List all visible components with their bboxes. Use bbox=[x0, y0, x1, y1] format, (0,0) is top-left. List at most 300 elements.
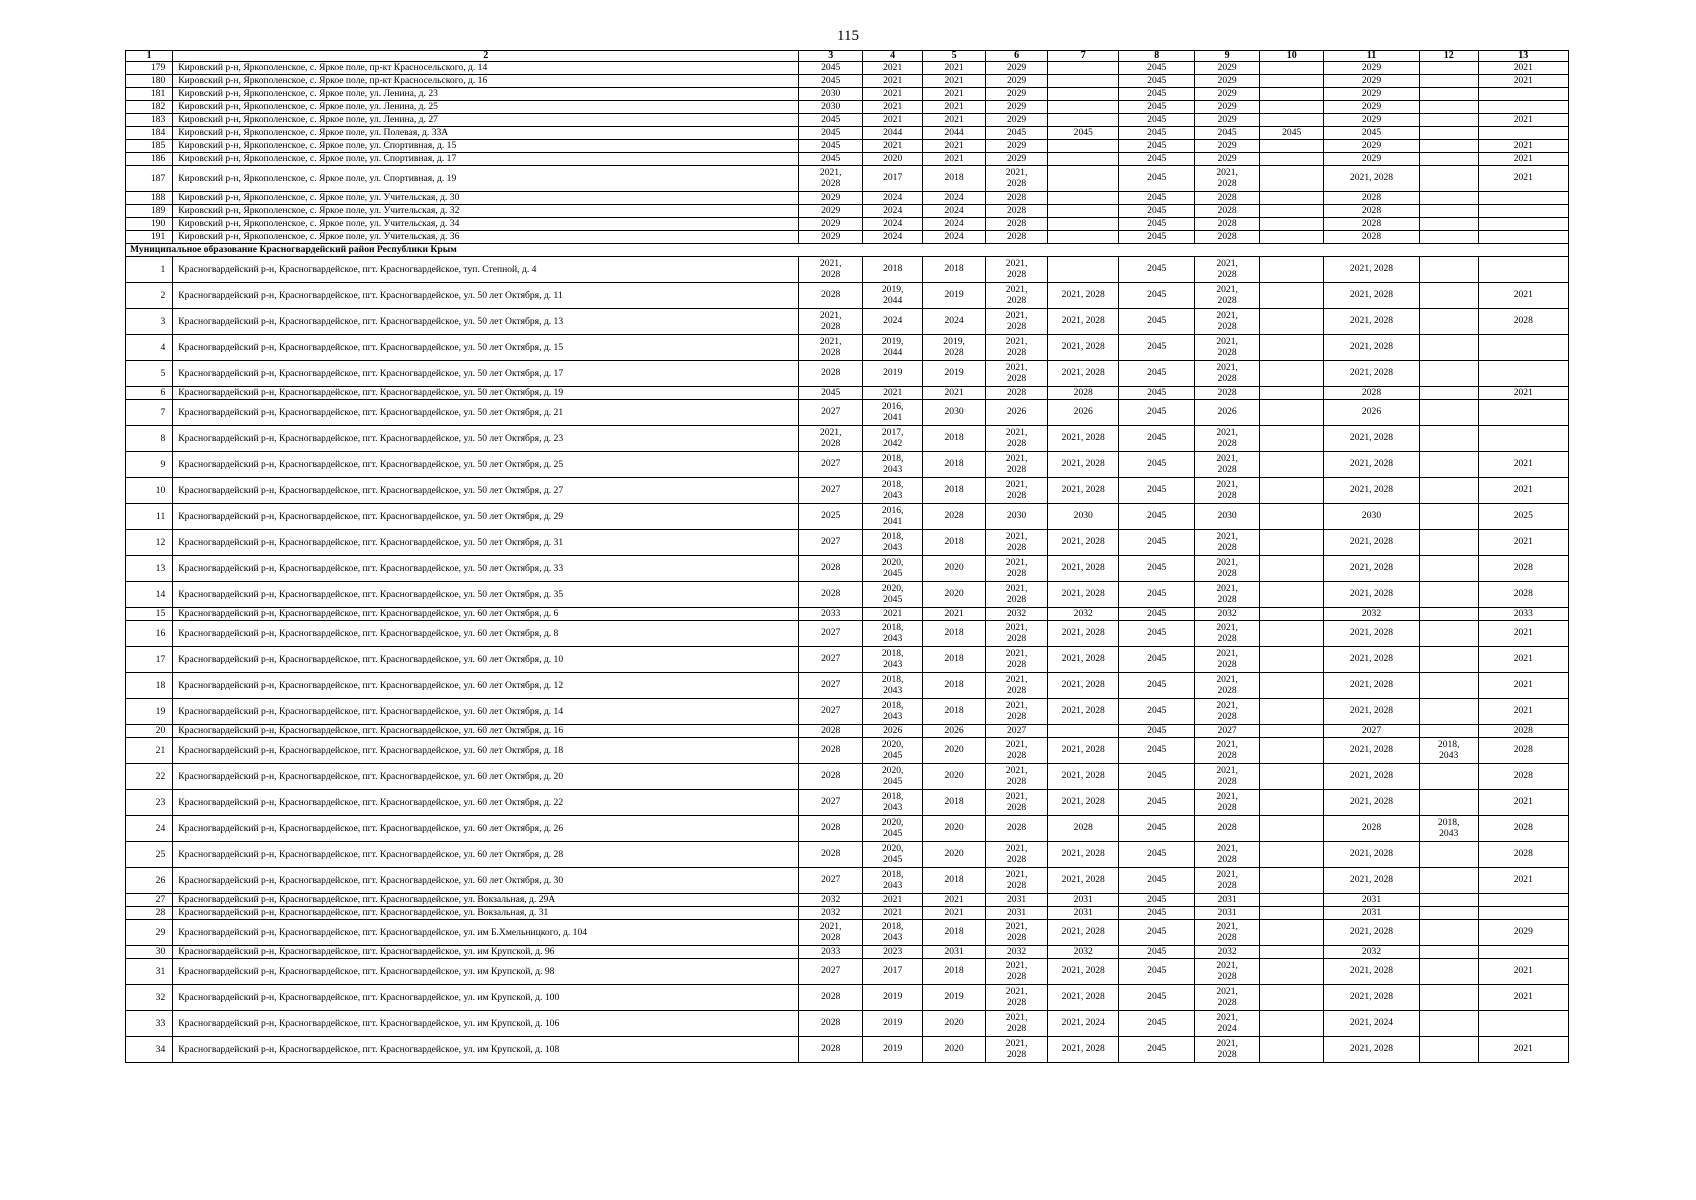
year-cell bbox=[1119, 556, 1195, 582]
year-value: 2018 bbox=[944, 926, 964, 938]
year-cell bbox=[1260, 153, 1324, 166]
year-cell bbox=[1419, 361, 1478, 387]
year-value: 2030 bbox=[1361, 510, 1382, 522]
year-value: 2018 bbox=[944, 263, 964, 275]
year-value: 2045 bbox=[1147, 139, 1167, 151]
year-cell bbox=[1478, 400, 1568, 426]
year-value: 2021, 2028 bbox=[1349, 367, 1394, 379]
year-cell bbox=[1119, 218, 1195, 231]
year-value: 2025 bbox=[821, 510, 841, 522]
year-cell bbox=[1419, 335, 1478, 361]
table-row bbox=[126, 725, 1569, 738]
year-value: 2021 bbox=[1513, 679, 1533, 691]
year-value: 2021 bbox=[1513, 139, 1533, 151]
year-cell bbox=[1048, 257, 1119, 283]
section-block bbox=[126, 244, 1569, 257]
year-value: 2021 bbox=[883, 87, 903, 99]
year-value: 2045 bbox=[821, 113, 841, 125]
year-cell bbox=[1195, 361, 1260, 387]
year-cell bbox=[1260, 920, 1324, 946]
year-cell bbox=[863, 946, 923, 959]
year-cell bbox=[1260, 387, 1324, 400]
year-cell bbox=[1324, 738, 1420, 764]
year-value: 2017 bbox=[883, 172, 903, 184]
year-cell bbox=[1478, 1011, 1568, 1037]
row-number: 186 bbox=[126, 153, 173, 166]
year-value: 2021, 2028 bbox=[1005, 258, 1028, 280]
year-cell bbox=[1119, 400, 1195, 426]
year-cell bbox=[1195, 283, 1260, 309]
year-cell bbox=[986, 959, 1048, 985]
year-cell bbox=[1419, 75, 1478, 88]
table-row bbox=[126, 530, 1569, 556]
year-value: 2021, 2028 bbox=[1061, 770, 1105, 782]
year-cell bbox=[1048, 140, 1119, 153]
year-cell bbox=[863, 231, 923, 244]
year-value: 2021 bbox=[1513, 74, 1533, 86]
year-cell bbox=[1195, 790, 1260, 816]
year-cell bbox=[1119, 257, 1195, 283]
year-cell bbox=[986, 946, 1048, 959]
year-value: 2021, 2028 bbox=[1005, 869, 1028, 891]
year-cell bbox=[1195, 153, 1260, 166]
year-cell bbox=[1048, 894, 1119, 907]
year-cell bbox=[1119, 946, 1195, 959]
year-value: 2021, 2028 bbox=[1061, 484, 1105, 496]
year-cell bbox=[1478, 166, 1568, 192]
year-value: 2021, 2028 bbox=[1061, 796, 1105, 808]
year-value: 2021, 2028 bbox=[1061, 926, 1105, 938]
year-cell bbox=[1419, 127, 1478, 140]
address-cell: Красногвардейский р-н, Красногвардейское, пгт. Красногвардейское, ул. Вокзальная, д. 29А bbox=[173, 894, 799, 907]
year-value: 2045 bbox=[1147, 893, 1167, 905]
year-value: 2044 bbox=[944, 126, 964, 138]
year-value: 2044 bbox=[883, 126, 903, 138]
address-cell: Кировский р-н, Яркополенское, с. Яркое поле, ул. Ленина, д. 25 bbox=[173, 101, 799, 114]
year-cell bbox=[1119, 959, 1195, 985]
year-cell bbox=[863, 556, 923, 582]
year-value: 2021, 2028 bbox=[1216, 453, 1238, 475]
row-number: 22 bbox=[126, 764, 173, 790]
year-cell bbox=[1419, 790, 1478, 816]
year-value: 2018, 2043 bbox=[881, 791, 904, 813]
year-cell bbox=[1195, 335, 1260, 361]
address-cell: Кировский р-н, Яркополенское, с. Яркое поле, ул. Полевая, д. 33А bbox=[173, 127, 799, 140]
year-cell bbox=[986, 530, 1048, 556]
table-row bbox=[126, 400, 1569, 426]
year-cell bbox=[1048, 985, 1119, 1011]
year-value: 2028 bbox=[821, 289, 841, 301]
address-cell: Красногвардейский р-н, Красногвардейское, пгт. Красногвардейское, ул. 50 лет Октября, д. 23 bbox=[173, 426, 799, 452]
year-cell bbox=[1419, 478, 1478, 504]
year-cell bbox=[799, 946, 863, 959]
year-value: 2028 bbox=[1006, 217, 1027, 229]
year-value: 2021, 2028 bbox=[1005, 167, 1028, 189]
year-value: 2021, 2028 bbox=[1216, 765, 1238, 787]
year-value: 2021, 2028 bbox=[1216, 557, 1238, 579]
year-cell bbox=[863, 426, 923, 452]
table-row bbox=[126, 959, 1569, 985]
table-row bbox=[126, 140, 1569, 153]
year-cell bbox=[799, 400, 863, 426]
year-value: 2045 bbox=[821, 61, 841, 73]
year-cell bbox=[1195, 920, 1260, 946]
year-value: 2018 bbox=[944, 653, 964, 665]
year-value: 2021, 2028 bbox=[1061, 1043, 1105, 1055]
table-row bbox=[126, 309, 1569, 335]
column-header: 10 bbox=[1260, 51, 1324, 62]
year-value: 2018 bbox=[944, 705, 964, 717]
year-cell bbox=[1195, 725, 1260, 738]
year-cell bbox=[1260, 166, 1324, 192]
year-cell bbox=[1324, 478, 1420, 504]
year-cell bbox=[799, 309, 863, 335]
year-value: 2018, 2043 bbox=[881, 869, 904, 891]
year-cell bbox=[1419, 985, 1478, 1011]
year-value: 2028 bbox=[1006, 386, 1027, 398]
year-cell bbox=[1119, 920, 1195, 946]
year-cell bbox=[923, 608, 986, 621]
table-row bbox=[126, 426, 1569, 452]
year-value: 2027 bbox=[821, 679, 841, 691]
year-cell bbox=[799, 75, 863, 88]
year-cell bbox=[1324, 725, 1420, 738]
year-cell bbox=[1119, 647, 1195, 673]
year-cell bbox=[1195, 127, 1260, 140]
year-value: 2032 bbox=[1217, 607, 1237, 619]
year-cell bbox=[1119, 283, 1195, 309]
year-value: 2021 bbox=[944, 893, 964, 905]
year-cell bbox=[1419, 387, 1478, 400]
year-value: 2021, 2028 bbox=[1005, 453, 1028, 475]
row-number: 179 bbox=[126, 62, 173, 75]
year-cell bbox=[1048, 231, 1119, 244]
year-value: 2029 bbox=[1217, 152, 1237, 164]
year-value: 2021, 2024 bbox=[1349, 1017, 1394, 1029]
year-cell bbox=[1048, 1011, 1119, 1037]
year-value: 2021, 2028 bbox=[1349, 926, 1394, 938]
year-cell bbox=[1119, 309, 1195, 335]
table-row bbox=[126, 842, 1569, 868]
year-cell bbox=[1119, 1037, 1195, 1063]
year-value: 2028 bbox=[821, 822, 841, 834]
year-value: 2021 bbox=[944, 139, 964, 151]
year-cell bbox=[1419, 530, 1478, 556]
year-cell bbox=[1478, 309, 1568, 335]
year-cell bbox=[986, 426, 1048, 452]
table-row bbox=[126, 816, 1569, 842]
year-value: 2021, 2028 bbox=[1005, 310, 1028, 332]
year-value: 2045 bbox=[1147, 796, 1167, 808]
year-value: 2028 bbox=[821, 588, 841, 600]
year-value: 2020 bbox=[944, 770, 964, 782]
year-value: 2018 bbox=[944, 627, 964, 639]
table-row bbox=[126, 582, 1569, 608]
year-cell bbox=[863, 582, 923, 608]
year-cell bbox=[1119, 1011, 1195, 1037]
year-cell bbox=[923, 283, 986, 309]
year-value: 2021, 2028 bbox=[1349, 848, 1394, 860]
table-row bbox=[126, 387, 1569, 400]
year-cell bbox=[1260, 218, 1324, 231]
year-value: 2029 bbox=[1217, 100, 1237, 112]
year-value: 2021, 2028 bbox=[1216, 739, 1238, 761]
year-cell bbox=[1260, 764, 1324, 790]
year-value: 2021 bbox=[1513, 536, 1533, 548]
year-cell bbox=[1419, 842, 1478, 868]
year-cell bbox=[1478, 62, 1568, 75]
year-value: 2027 bbox=[821, 484, 841, 496]
year-value: 2029 bbox=[821, 217, 841, 229]
table-row bbox=[126, 231, 1569, 244]
year-cell bbox=[799, 1011, 863, 1037]
year-cell bbox=[1260, 621, 1324, 647]
table-row bbox=[126, 361, 1569, 387]
year-value: 2045 bbox=[1147, 945, 1167, 957]
year-cell bbox=[1048, 283, 1119, 309]
year-cell bbox=[799, 452, 863, 478]
column-header: 7 bbox=[1048, 51, 1119, 62]
year-cell bbox=[1478, 816, 1568, 842]
year-value: 2045 bbox=[1147, 906, 1167, 918]
year-cell bbox=[1195, 257, 1260, 283]
year-cell bbox=[1419, 426, 1478, 452]
year-cell bbox=[799, 335, 863, 361]
year-cell bbox=[799, 920, 863, 946]
year-cell bbox=[799, 842, 863, 868]
year-cell bbox=[1048, 959, 1119, 985]
register-table bbox=[125, 50, 1569, 1063]
address-cell: Красногвардейский р-н, Красногвардейское, пгт. Красногвардейское, туп. Степной, д. 4 bbox=[173, 257, 799, 283]
year-cell bbox=[1048, 62, 1119, 75]
year-value: 2018, 2043 bbox=[881, 531, 904, 553]
table-row bbox=[126, 946, 1569, 959]
year-cell bbox=[1195, 192, 1260, 205]
year-cell bbox=[1478, 452, 1568, 478]
year-cell bbox=[1324, 75, 1420, 88]
year-cell bbox=[799, 140, 863, 153]
row-number: 190 bbox=[126, 218, 173, 231]
row-number: 20 bbox=[126, 725, 173, 738]
year-cell bbox=[1195, 946, 1260, 959]
year-value: 2021, 2028 bbox=[1005, 648, 1028, 670]
year-cell bbox=[923, 101, 986, 114]
year-cell bbox=[1195, 556, 1260, 582]
year-cell bbox=[1048, 582, 1119, 608]
year-cell bbox=[1260, 959, 1324, 985]
year-value: 2029 bbox=[1361, 87, 1382, 99]
year-value: 2045 bbox=[1147, 705, 1167, 717]
year-value: 2045 bbox=[821, 152, 841, 164]
year-value: 2028 bbox=[1361, 204, 1382, 216]
year-cell bbox=[799, 725, 863, 738]
year-cell bbox=[1324, 816, 1420, 842]
year-cell bbox=[923, 894, 986, 907]
year-value: 2029 bbox=[821, 230, 841, 242]
year-cell bbox=[1119, 335, 1195, 361]
address-cell: Кировский р-н, Яркополенское, с. Яркое поле, ул. Ленина, д. 23 bbox=[173, 88, 799, 101]
year-cell bbox=[986, 556, 1048, 582]
year-cell bbox=[799, 907, 863, 920]
year-value: 2018, 2043 bbox=[881, 453, 904, 475]
year-value: 2018, 2043 bbox=[881, 674, 904, 696]
year-cell bbox=[799, 88, 863, 101]
row-number: 23 bbox=[126, 790, 173, 816]
year-value: 2028 bbox=[1217, 230, 1237, 242]
year-value: 2045 bbox=[1147, 679, 1167, 691]
year-cell bbox=[1119, 75, 1195, 88]
year-cell bbox=[1119, 478, 1195, 504]
year-cell bbox=[1119, 699, 1195, 725]
table-row bbox=[126, 894, 1569, 907]
year-cell bbox=[1119, 127, 1195, 140]
year-value: 2021, 2028 bbox=[1005, 622, 1028, 644]
year-value: 2021, 2028 bbox=[1216, 960, 1238, 982]
year-cell bbox=[799, 556, 863, 582]
table-row bbox=[126, 621, 1569, 647]
year-value: 2021, 2028 bbox=[1349, 705, 1394, 717]
year-value: 2045 bbox=[1147, 172, 1167, 184]
address-cell: Красногвардейский р-н, Красногвардейское, пгт. Красногвардейское, ул. 50 лет Октября, д. 27 bbox=[173, 478, 799, 504]
year-value: 2021, 2028 bbox=[1061, 367, 1105, 379]
year-cell bbox=[1419, 868, 1478, 894]
year-value: 2024 bbox=[883, 191, 903, 203]
year-value: 2027 bbox=[821, 406, 841, 418]
year-value: 2021 bbox=[1513, 965, 1533, 977]
table-row bbox=[126, 478, 1569, 504]
year-value: 2021 bbox=[944, 152, 964, 164]
year-cell bbox=[986, 452, 1048, 478]
address-cell: Кировский р-н, Яркополенское, с. Яркое поле, ул. Учительская, д. 36 bbox=[173, 231, 799, 244]
year-cell bbox=[1324, 608, 1420, 621]
year-cell bbox=[1195, 868, 1260, 894]
year-cell bbox=[1119, 426, 1195, 452]
year-cell bbox=[799, 764, 863, 790]
year-cell bbox=[1478, 114, 1568, 127]
row-number: 187 bbox=[126, 166, 173, 192]
year-value: 2026 bbox=[944, 724, 964, 736]
year-cell bbox=[1260, 868, 1324, 894]
year-value: 2028 bbox=[1217, 822, 1237, 834]
year-cell bbox=[1119, 868, 1195, 894]
year-cell bbox=[1324, 621, 1420, 647]
year-cell bbox=[1478, 140, 1568, 153]
year-value: 2018, 2043 bbox=[1437, 739, 1460, 761]
year-cell bbox=[799, 673, 863, 699]
year-cell bbox=[1119, 816, 1195, 842]
year-value: 2031 bbox=[1006, 906, 1027, 918]
year-cell bbox=[799, 283, 863, 309]
year-value: 2031 bbox=[1217, 893, 1237, 905]
row-number: 11 bbox=[126, 504, 173, 530]
year-cell bbox=[1419, 608, 1478, 621]
year-cell bbox=[1195, 218, 1260, 231]
year-value: 2028 bbox=[821, 848, 841, 860]
year-cell bbox=[1260, 556, 1324, 582]
table-row bbox=[126, 127, 1569, 140]
year-cell bbox=[1419, 504, 1478, 530]
year-value: 2028 bbox=[1217, 204, 1237, 216]
year-cell bbox=[986, 907, 1048, 920]
year-value: 2017, 2042 bbox=[881, 427, 904, 449]
year-value: 2045 bbox=[1147, 484, 1167, 496]
year-cell bbox=[1260, 88, 1324, 101]
row-number: 33 bbox=[126, 1011, 173, 1037]
year-cell bbox=[1048, 790, 1119, 816]
year-cell bbox=[1419, 192, 1478, 205]
year-cell bbox=[1195, 582, 1260, 608]
row-number: 4 bbox=[126, 335, 173, 361]
year-cell bbox=[1419, 101, 1478, 114]
year-value: 2024 bbox=[883, 315, 903, 327]
year-value: 2029 bbox=[1217, 61, 1237, 73]
row-number: 15 bbox=[126, 608, 173, 621]
year-value: 2018, 2043 bbox=[881, 700, 904, 722]
year-cell bbox=[1478, 725, 1568, 738]
year-cell bbox=[1324, 205, 1420, 218]
year-value: 2045 bbox=[1073, 126, 1093, 138]
year-cell bbox=[1324, 257, 1420, 283]
year-cell bbox=[1260, 127, 1324, 140]
year-value: 2027 bbox=[821, 705, 841, 717]
year-cell bbox=[799, 387, 863, 400]
year-cell bbox=[923, 504, 986, 530]
year-value: 2021 bbox=[1513, 172, 1533, 184]
year-cell bbox=[1260, 504, 1324, 530]
year-cell bbox=[1260, 894, 1324, 907]
table-row bbox=[126, 335, 1569, 361]
year-cell bbox=[799, 608, 863, 621]
year-value: 2018 bbox=[944, 796, 964, 808]
year-cell bbox=[986, 608, 1048, 621]
row-number: 184 bbox=[126, 127, 173, 140]
year-cell bbox=[1260, 478, 1324, 504]
year-value: 2028 bbox=[821, 1017, 841, 1029]
year-cell bbox=[1195, 608, 1260, 621]
address-cell: Красногвардейский р-н, Красногвардейское, пгт. Красногвардейское, ул. 60 лет Октября, д. 28 bbox=[173, 842, 799, 868]
year-value: 2028 bbox=[1073, 386, 1093, 398]
year-value: 2021, 2028 bbox=[1005, 479, 1028, 501]
year-cell bbox=[1478, 387, 1568, 400]
year-value: 2019 bbox=[944, 289, 964, 301]
row-number: 183 bbox=[126, 114, 173, 127]
address-cell: Красногвардейский р-н, Красногвардейское, пгт. Красногвардейское, ул. 50 лет Октября, д. 17 bbox=[173, 361, 799, 387]
year-value: 2021 bbox=[1513, 627, 1533, 639]
year-cell bbox=[1260, 335, 1324, 361]
year-cell bbox=[799, 426, 863, 452]
year-cell bbox=[1048, 673, 1119, 699]
year-cell bbox=[863, 478, 923, 504]
year-cell bbox=[1324, 790, 1420, 816]
year-cell bbox=[1195, 530, 1260, 556]
year-cell bbox=[1478, 764, 1568, 790]
year-value: 2028 bbox=[1513, 822, 1533, 834]
year-cell bbox=[923, 75, 986, 88]
year-value: 2028 bbox=[1006, 822, 1027, 834]
year-value: 2020 bbox=[944, 1043, 964, 1055]
year-value: 2021, 2024 bbox=[1061, 1017, 1105, 1029]
year-value: 2045 bbox=[1147, 204, 1167, 216]
year-cell bbox=[986, 387, 1048, 400]
year-value: 2018, 2043 bbox=[881, 479, 904, 501]
year-cell bbox=[923, 140, 986, 153]
year-cell bbox=[1478, 75, 1568, 88]
address-cell: Красногвардейский р-н, Красногвардейское, пгт. Красногвардейское, ул. им Б.Хмельницкого, д. 104 bbox=[173, 920, 799, 946]
year-value: 2021, 2028 bbox=[1005, 791, 1028, 813]
year-cell bbox=[923, 673, 986, 699]
year-cell bbox=[1195, 764, 1260, 790]
year-value: 2018, 2043 bbox=[881, 622, 904, 644]
